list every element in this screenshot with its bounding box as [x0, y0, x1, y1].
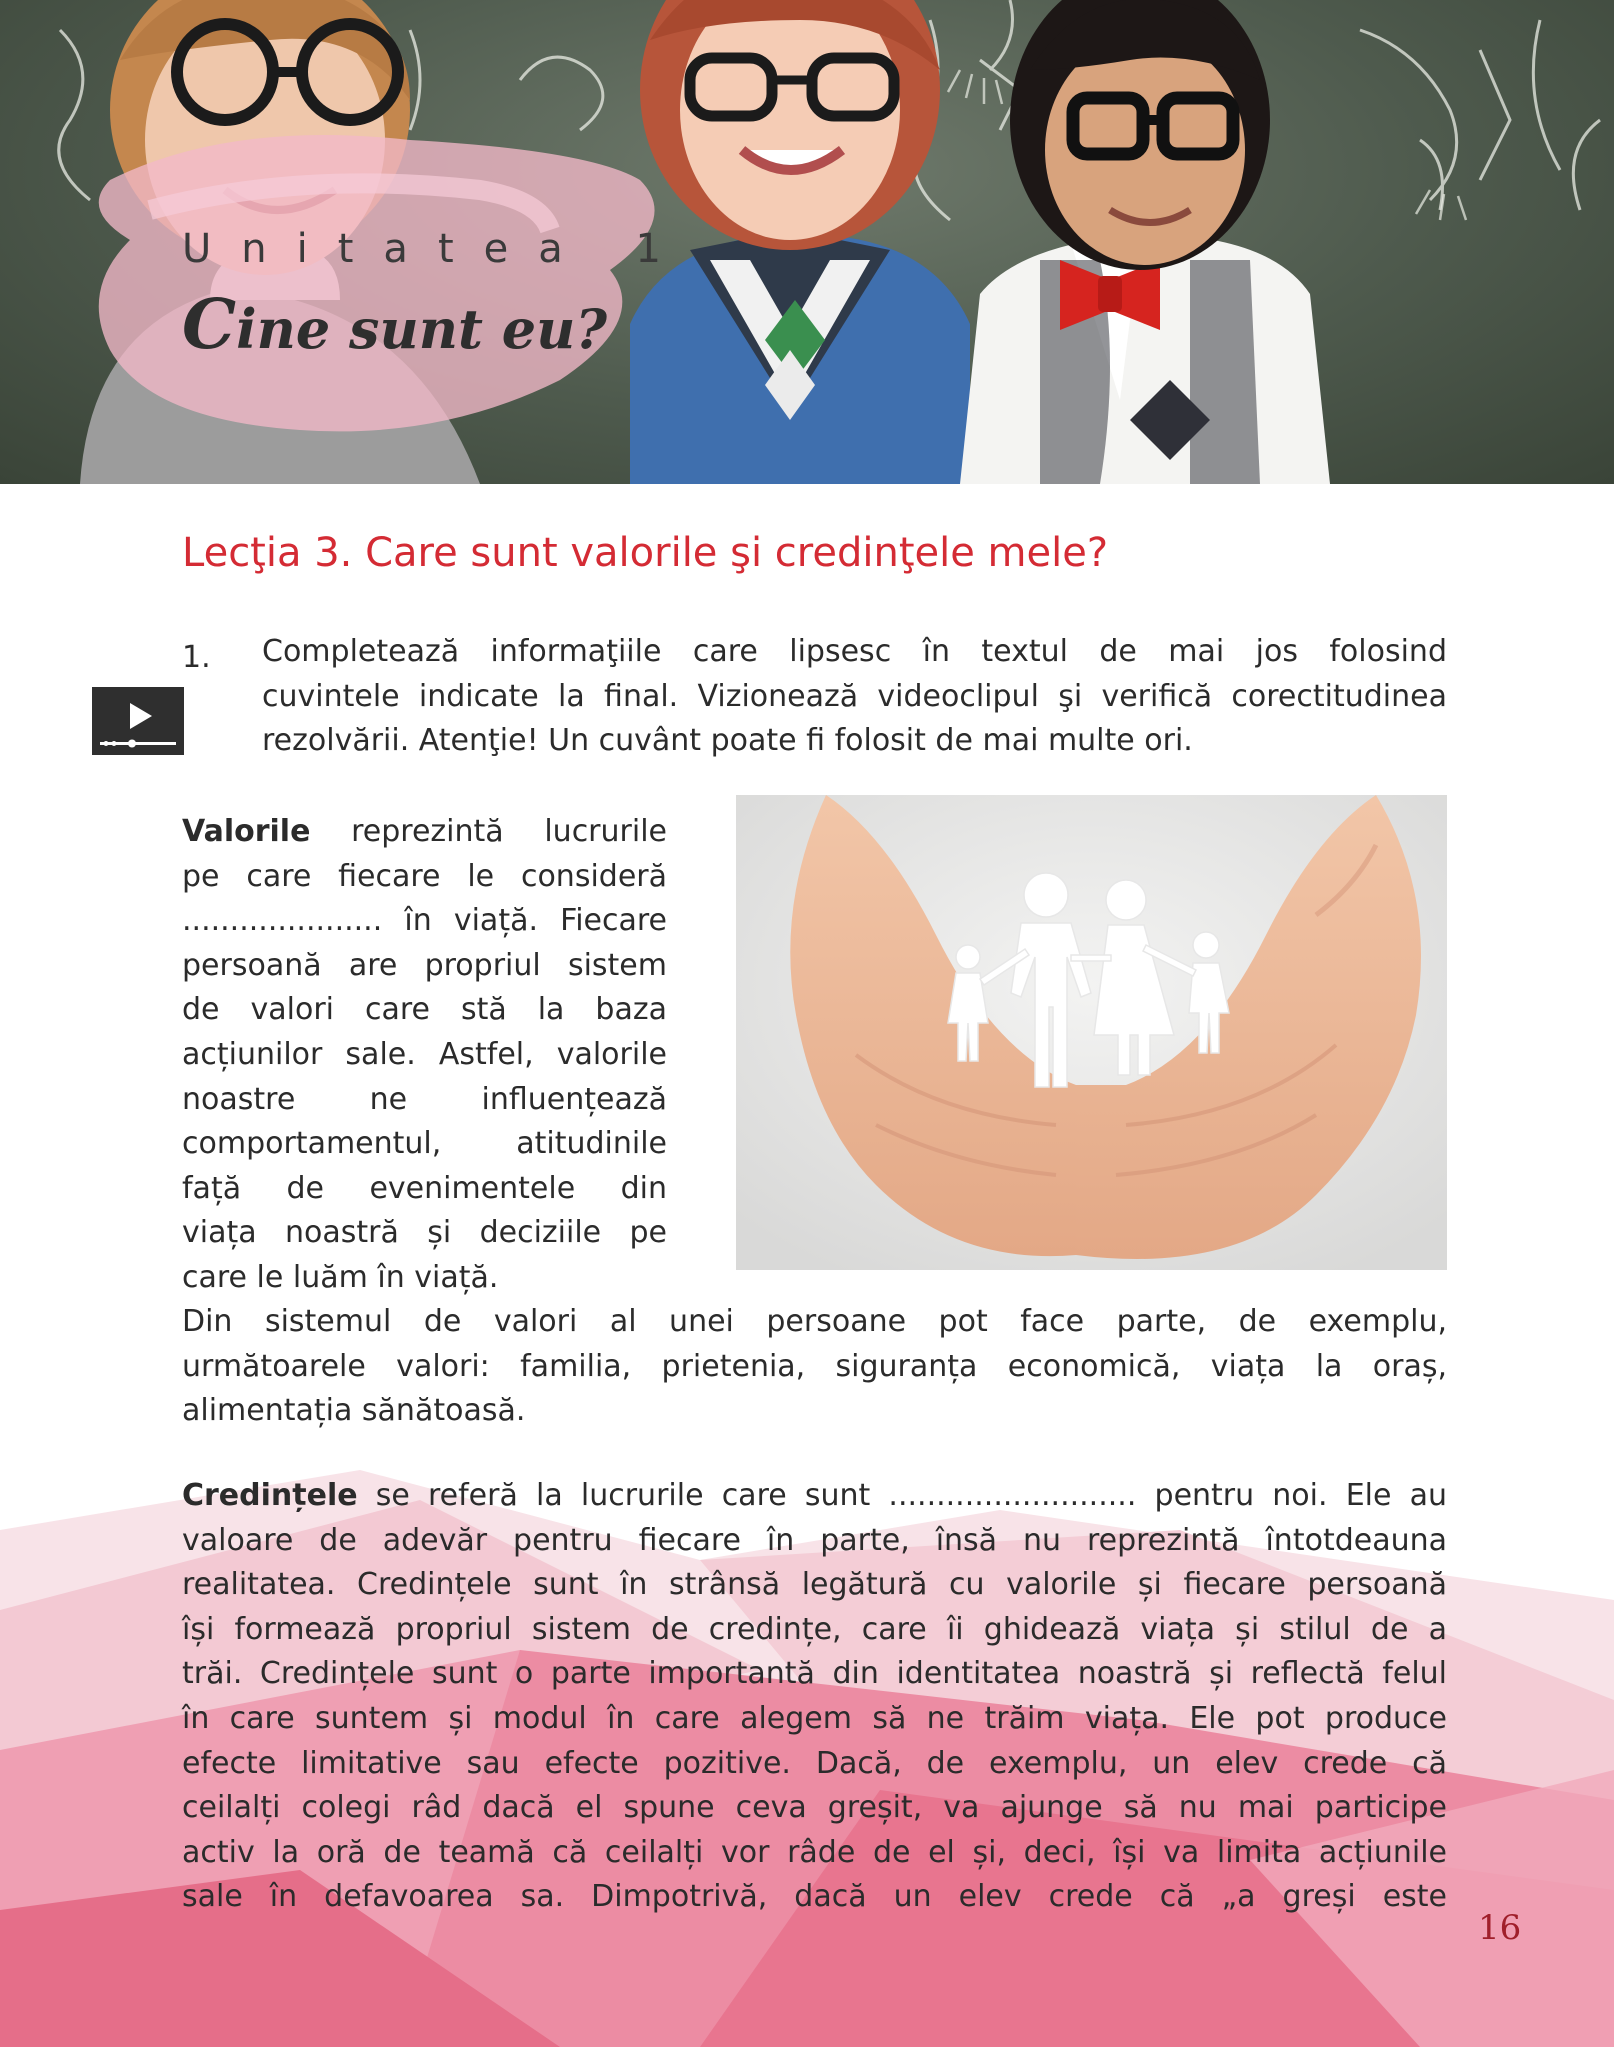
unit-title — [182, 285, 607, 365]
valori-line: viața noastră și deciziile pe — [182, 1215, 667, 1251]
valori-line: persoană are propriul sistem — [182, 947, 667, 983]
valori-line-first — [182, 810, 667, 855]
exercise-number: 1. — [182, 640, 211, 675]
credinte-line-first — [182, 1474, 1447, 1519]
hands-holding-family-photo — [736, 795, 1447, 1270]
credinte-line: sale în defavoarea sa. Dimpotrivă, dacă un elev crede că „a greși este — [182, 1879, 1447, 1915]
credinte-line: activ la oră de teamă că ceilalți vor râde de el și, deci, își va limita acțiunile — [182, 1834, 1447, 1870]
sistem-line: următoarele valori: familia, prietenia, siguranța economică, viața la oraș, — [182, 1348, 1447, 1384]
unit-title-initial: C — [182, 285, 237, 365]
valori-line: comportamentul, atitudinile — [182, 1126, 667, 1162]
valori-first-line-rest: reprezintă lucrurile — [310, 814, 667, 849]
credinte-line: ceilalți colegi râd dacă el spune ceva greșit, va ajunge să nu mai participe — [182, 1790, 1447, 1826]
video-player-icon[interactable] — [92, 687, 184, 755]
lesson-title: Lecţia 3. Care sunt valorile şi credinţele mele? — [182, 530, 1109, 576]
page-number: 16 — [1478, 1908, 1522, 1948]
exercise-instructions — [262, 630, 1447, 764]
valori-paragraph — [182, 810, 667, 1301]
credinte-paragraph — [182, 1474, 1447, 1920]
valori-line: de valori care stă la baza — [182, 992, 667, 1028]
valori-line: acțiunilor sale. Astfel, valorile — [182, 1036, 667, 1072]
valori-line: care le luăm în viață. — [182, 1259, 499, 1295]
credinte-first-line-rest: se referă la lucrurile care sunt .......................... pentru noi. Ele au — [357, 1478, 1447, 1513]
header-photo — [0, 0, 1614, 484]
credinte-bold-term: Credințele — [182, 1478, 358, 1513]
exercise-line: Completează informaţiile care lipsesc în textul de mai jos folosind — [262, 634, 1447, 669]
valori-line: noastre ne influențează — [182, 1081, 667, 1117]
exercise-line: rezolvării. Atenţie! Un cuvânt poate fi folosit de mai multe ori. — [262, 723, 1193, 758]
sistem-paragraph — [182, 1300, 1447, 1434]
credinte-line: trăi. Credințele sunt o parte importantă din identitatea noastră și reflectă felul — [182, 1656, 1447, 1692]
credinte-line: își formează propriul sistem de credințe, care îi ghidează viața și stilul de a — [182, 1611, 1447, 1647]
credinte-line: efecte limitative sau efecte pozitive. Dacă, de exemplu, un elev crede că — [182, 1745, 1447, 1781]
credinte-line: în care suntem și modul în care alegem să ne trăim viața. Ele pot produce — [182, 1700, 1447, 1736]
unit-label: Unitatea 1 — [182, 226, 691, 272]
valori-bold-term: Valorile — [182, 814, 311, 849]
valori-line: ..................... în viață. Fiecare — [182, 903, 667, 939]
credinte-line: realitatea. Credințele sunt în strânsă legătură cu valorile și fiecare persoană — [182, 1567, 1447, 1603]
valori-line: față de evenimentele din — [182, 1170, 667, 1206]
exercise-line: cuvintele indicate la final. Vizionează videoclipul şi verifică corectitudinea — [262, 678, 1447, 714]
sistem-line: Din sistemul de valori al unei persoane pot face parte, de exemplu, — [182, 1304, 1447, 1339]
credinte-line: valoare de adevăr pentru fiecare în parte, însă nu reprezintă întotdeauna — [182, 1522, 1447, 1558]
unit-title-rest: ine sunt eu? — [236, 297, 607, 361]
valori-line: pe care fiecare le consideră — [182, 858, 667, 894]
sistem-line: alimentația sănătoasă. — [182, 1393, 526, 1429]
